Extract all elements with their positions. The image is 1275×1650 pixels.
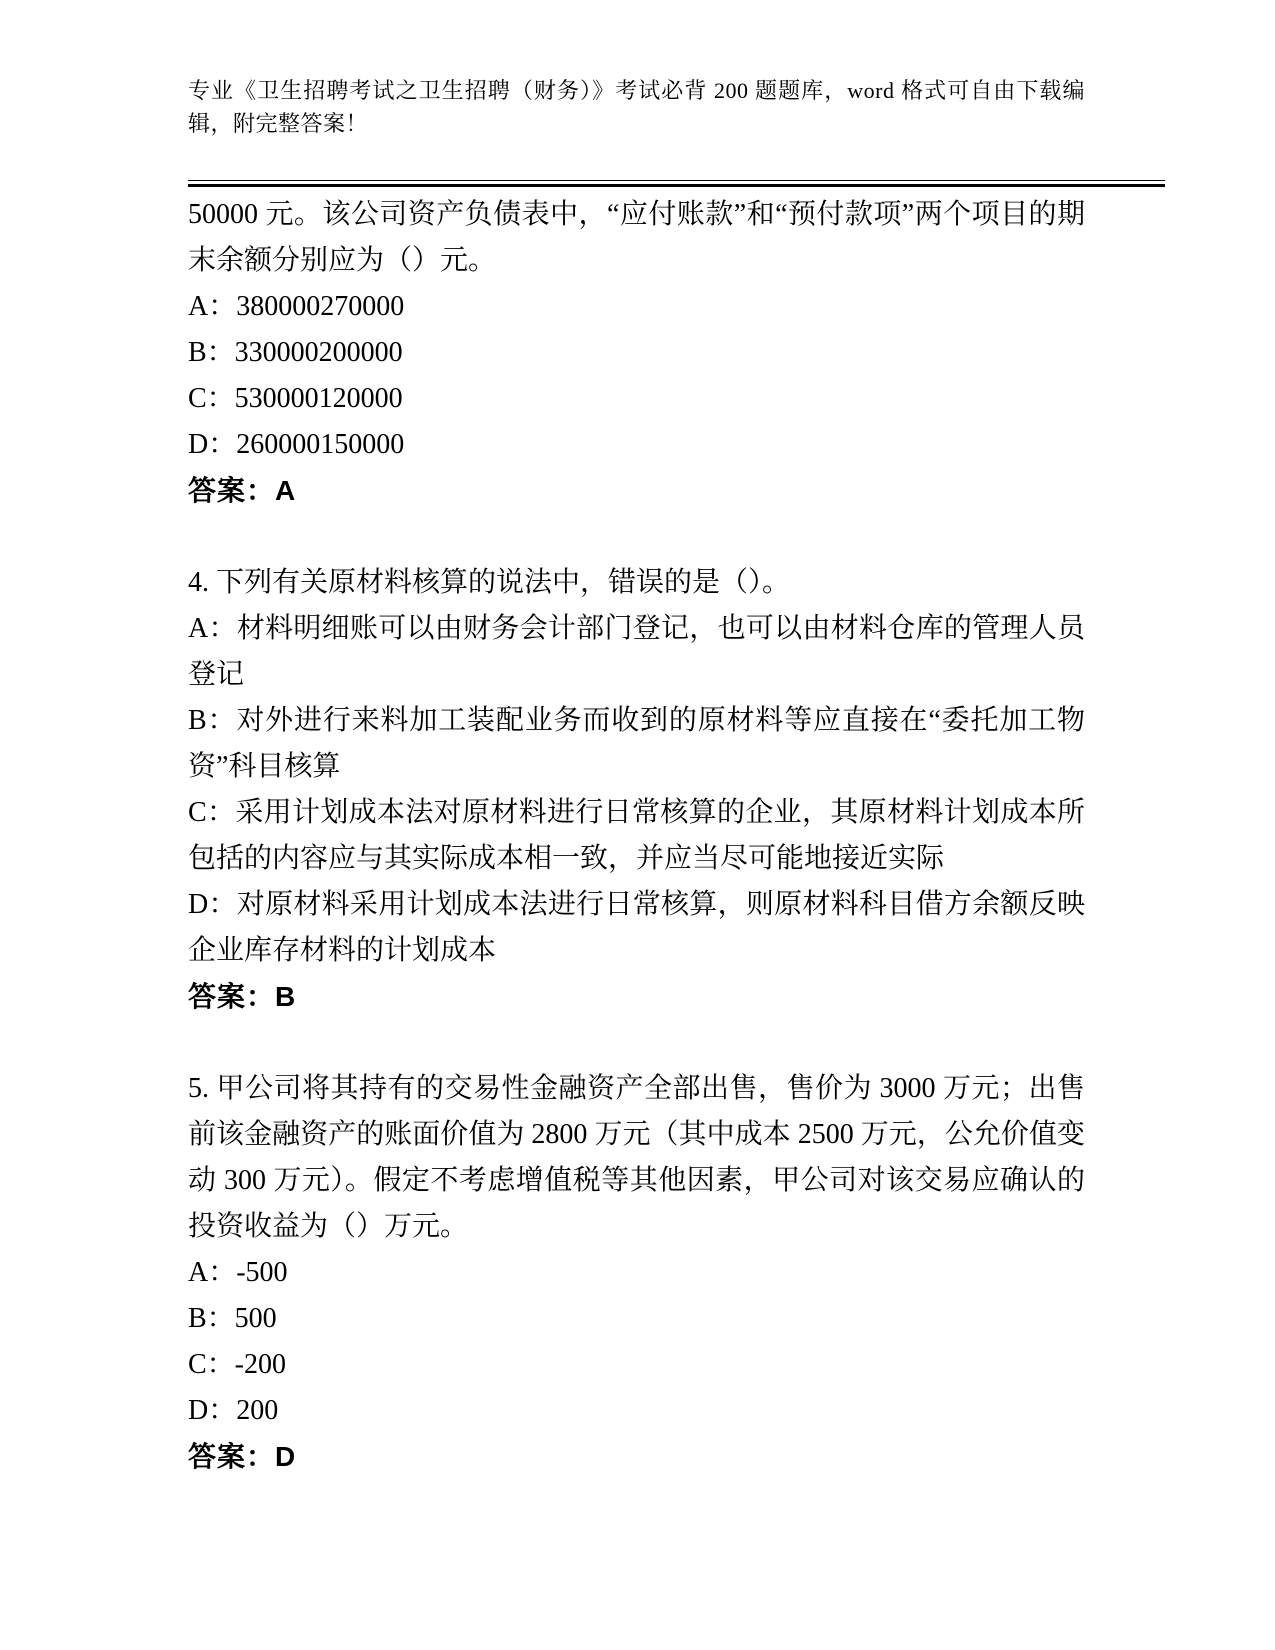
answer-line (188, 1434, 1085, 1480)
header-divider-rule (188, 180, 1165, 187)
option-d: D：200 (188, 1395, 279, 1426)
page-content (188, 74, 1085, 1526)
option-a: A：材料明细账可以由财务会计部门登记，也可以由材料仓库的管理人员登记 (188, 613, 1085, 690)
option-a: A：-500 (188, 1257, 288, 1288)
document-body (188, 192, 1085, 1480)
answer-label: 答案： (188, 1441, 276, 1472)
question-block-4 (188, 560, 1085, 1020)
question-stem: 4. 下列有关原材料核算的说法中，错误的是（）。 (188, 567, 791, 598)
answer-line (188, 468, 1085, 514)
option-d: D：260000150000 (188, 429, 405, 460)
answer-label: 答案： (188, 981, 276, 1012)
answer-value: B (275, 981, 297, 1012)
answer-label: 答案： (188, 475, 276, 506)
option-c: C：530000120000 (188, 383, 403, 414)
option-d: D：对原材料采用计划成本法进行日常核算，则原材料科目借方余额反映企业库存材料的计划成本 (188, 889, 1085, 966)
question-block-5 (188, 1066, 1085, 1480)
question-block-3-continuation (188, 192, 1085, 514)
option-c: C：-200 (188, 1349, 287, 1380)
option-a: A：380000270000 (188, 291, 405, 322)
question-stem: 5. 甲公司将其持有的交易性金融资产全部出售，售价为 3000 万元；出售前该金融资产的账面价值为 2800 万元（其中成本 2500 万元，公允价值变动 300 万元）。假定不考虑增值税等其他因素，甲公司对该交易应确认的投资收益为（）万元。 (188, 1073, 1085, 1242)
option-b: B：对外进行来料加工装配业务而收到的原材料等应直接在“委托加工物资”科目核算 (188, 705, 1085, 782)
option-b: B：330000200000 (188, 337, 403, 368)
option-b: B：500 (188, 1303, 277, 1334)
document-header-title: 专业《卫生招聘考试之卫生招聘（财务）》考试必背 200 题题库，word 格式可自由下载编辑，附完整答案！ (188, 78, 1085, 136)
answer-value: A (275, 475, 297, 506)
answer-line (188, 974, 1085, 1020)
answer-value: D (275, 1441, 297, 1472)
option-c: C：采用计划成本法对原材料进行日常核算的企业，其原材料计划成本所包括的内容应与其实际成本相一致，并应当尽可能地接近实际 (188, 797, 1085, 874)
question-stem: 50000 元。该公司资产负债表中，“应付账款”和“预付款项”两个项目的期末余额分别应为（）元。 (188, 199, 1085, 276)
